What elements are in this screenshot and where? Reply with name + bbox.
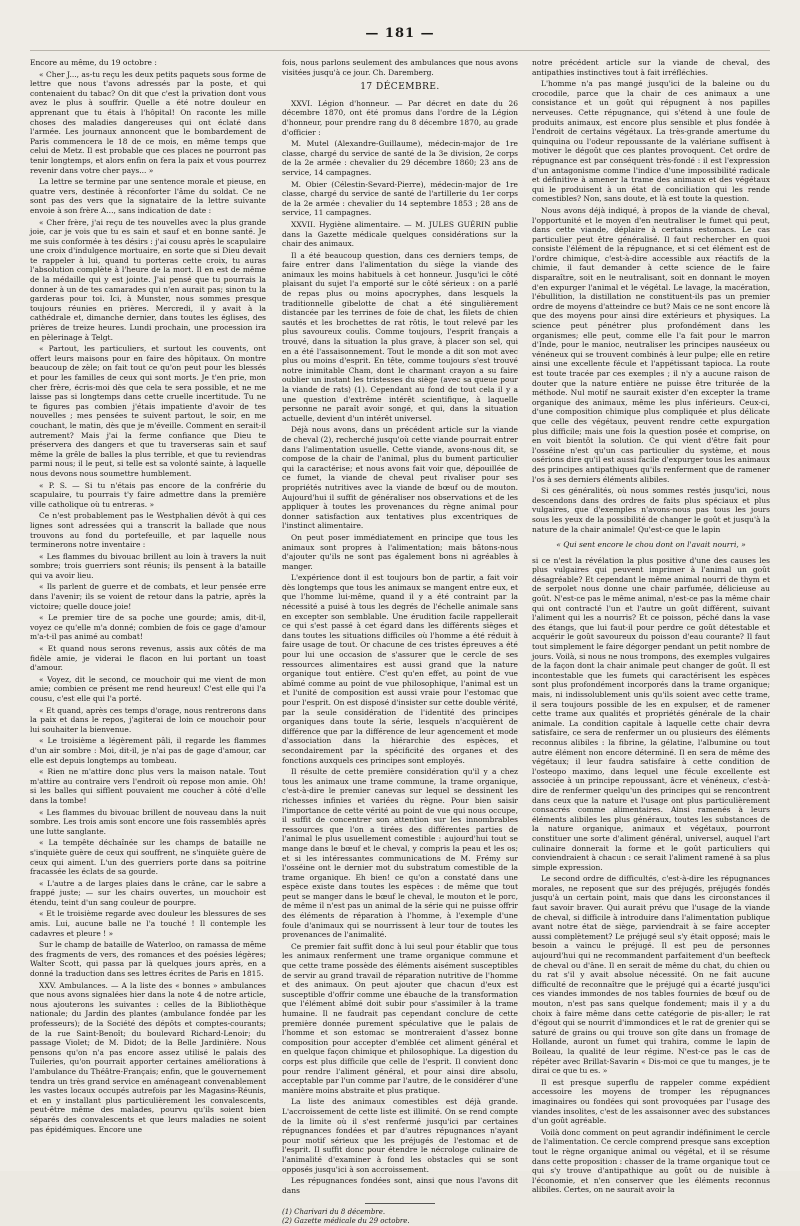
paragraph: « P. S. — Si tu n'étais pas encore de la confrérie du scapulaire, tu pourrais t'y faire admettre dans la première ville catholique où tu entreras. » — [30, 480, 266, 509]
page-number: — 181 — — [365, 26, 435, 41]
paragraph: Les répugnances fondées sont, ainsi que nous l'avons dit dans — [282, 1176, 518, 1195]
paragraph: « Ils parlent de guerre et de combats, et leur pensée erre dans l'avenir; ils se voient de retour dans la patrie, après la victoire; quelle douce joie! — [30, 582, 266, 611]
paragraph: M. Mutel (Alexandre-Guillaume), médecin-major de 1re classe, chargé du service de santé de la 3e division, 2e corps de la 2e armée : chevalier du 29 décembre 1860; 23 ans de service, 14 campagnes. — [282, 139, 518, 177]
paragraph: « Cher frère, j'ai reçu de tes nouvelles avec la plus grande joie, car je vois que tu es sain et sauf et en bonne santé. Je me suis conformée à tes désirs : j'ai cousu après le scapulaire une croix d'indulgence mortuaire, en sorte que si Dieu devait te rappeler à lui, quand tu porteras cette croix, tu auras l'absolution complète à l'heure de la mort. Il en est de même de la médaille qui y est jointe. J'ai pensé que tu pourrais la donner à un de tes camarades qui n'en aurait pas; sinon tu la garderas pour toi. Ici, à Munster, nous sommes presque toujours réunies en prières. Mercredi, il y avait à la cathédrale et, dimanche dernier, dans toutes les églises, des prières de treize heures. Lundi prochain, une procession ira en pèlerinage à Telgt. — [30, 217, 266, 342]
paragraph: L'homme n'a pas mangé jusqu'ici de la baleine ou du crocodile, parce que la chair de ces animaux a une consistance et un goût qui répugnent à nos papilles nerveuses. Cette répugnance, qui s'étend à une foule de produits animaux, est encore plus sensible et plus fondée à l'endroit de certains végétaux. La très-grande amertume du quinquina ou l'odeur repoussante de la valériane suffisent à motiver le dégoût que ces plantes provoquent. Cet ordre de répugnance est par conséquent très-fondé : il est l'expression d'un antagonisme comme l'indice d'une impossibilité radicale et définitive à amener la trame des animaux et des végétaux qui le produisent à un état de conciliation qui les rende comestibles? Non, sans doute, et là est toute la question. — [532, 79, 770, 204]
paragraph: XXVII. Hygiène alimentaire. — M. JULES GUÉRIN publie dans la Gazette médicale quelques considérations sur la chair des animaux. — [282, 219, 518, 249]
paragraph: La lettre se termine par une sentence morale et pieuse, en quatre vers, destinée à réconforter l'âme du soldat. Ce ne sont pas des vers que la signataire de la lettre suivante envoie à son frère A..., sans indication de date : — [30, 177, 266, 215]
column-right — [532, 58, 770, 1195]
paragraph: XXV. Ambulances. — A la liste des « bonnes » ambulances que nous avons signalées hier dans la note 4 de notre article, nous ajouterons les suivantes : celles de la Bibliothèque nationale; du Jardin des plantes (ambulance fondée par les professeurs); de la Société des dépôts et comptes-courants; de la rue Saint-Benoît; du boulevard Richard-Lenoir; du passage Violet; de M. Didot; de la Belle Jardinière. Nous pensons qu'on n'a pas encore assez utilisé le palais des Tuileries, qu'on pourrait apporter certaines améliorations à l'ambulance du Théâtre-Français; enfin, que le gouvernement tendra un très grand service en aménageant convenablement les vastes locaux occupés autrefois par les Magasins-Réunis, et en y installant plus particulièrement les convalescents, peut-être même des malades, pourvu qu'ils soient bien séparés des convalescents et que leurs maladies ne soient pas épidémiques. Encore une — [30, 980, 266, 1134]
paragraph: Nous avons déjà indiqué, à propos de la viande de cheval, l'opportunité et le moyen d'en neutraliser le fumet qui peut, dans cette viande, déplaire à certains estomacs. Le cas particulier peut être généralisé. Il faut rechercher en quoi consiste l'élément de la répugnance, et si cet élément est de l'ordre chimique, c'est-à-dire accessible aux réactifs de la chimie, il faut demander à cette science de le faire disparaître, soit en le neutralisant, soit en donnant le moyen d'en expurger l'animal et le végétal. Le lavage, la macération, l'ébullition, la distillation ne constituent-ils pas un premier ordre de moyens d'atteindre ce but? Mais ce ne sont encore là que des moyens pour ainsi dire extérieurs et physiques. La science peut pénétrer plus profondément dans les organismes; elle peut, comme elle l'a fait pour le marron d'Inde, pour le manioc, neutraliser les principes nauséeux ou vénéneux qui se trouvent combinés à leur pulpe; elle en retire ainsi une excellente fécule et l'appétissant tapioca. La route est toute tracée par ces exemples ; il n'y a aucune raison de douter que la nature entière ne puisse être triturée de la méthode. Nul motif ne saurait exister d'en excepter la trame organique des animaux, même les plus inférieurs. Ceux-ci, d'une composition chimique plus compliquée et plus délicate que celle des végétaux, peuvent rendre cette expurgation plus difficile; mais une fois la question posée et comprise, on en voit bientôt la solution. Ce qui vient d'être fait pour l'osséine n'est qu'un cas particulier du système, et nous osérions dire qu'il est aussi facile d'expurger tous les animaux des principes antipathiques qu'ils renferment que de ramener l'os à ses derniers éléments alibiles. — [532, 205, 770, 484]
paragraph: Ce n'est probablement pas le Westphalien dévôt à qui ces lignes sont adressées qui a transcrit la ballade que nous trouvons au fond du portefeuille, et par laquelle nous terminerons notre inventaire : — [30, 511, 266, 550]
paragraph: Si ces généralités, où nous sommes restés jusqu'ici, nous descendons dans des ordres de faits plus spéciaux et plus vulgaires, que d'exemples n'avons-nous pas tous les jours sous les yeux de la possibilité de changer le goût et jusqu'à la nature de la chair animale! Qu'est-ce que le lapin — [532, 486, 770, 534]
paragraph: « Partout, les particuliers, et surtout les couvents, ont offert leurs maisons pour en faire des hôpitaux. On montre beaucoup de zèle; on fait tout ce qu'on peut pour les blessés et pour les familles de ceux qui sont morts. Je t'en prie, mon cher frère, écris-moi dès que cela te sera possible, et ne me laisse pas si longtemps dans cette cruelle incertitude. Tu ne te figures pas combien j'étais impatiente d'avoir de tes nouvelles ; mes pensées te suivent partout, le soir, en me couchant, le matin, dès que je m'éveille. Comment en serait-il autrement? Mais j'ai la ferme confiance que Dieu te préservera des dangers et que tu traverseras sain et sauf même la grêle de balles la plus terrible, et que tu reviendras parmi nous; il le peut, si telle est sa volonté sainte, à laquelle nous devons nous soumettre humblement. — [30, 344, 266, 478]
paragraph: « Et quand nous serons revenus, assis aux côtés de ma fidèle amie, je viderai le flacon en lui portant un toast d'amour. — [30, 644, 266, 673]
paragraph: « Voyez, dit le second, ce mouchoir qui me vient de mon amie; combien ce présent me rend heureux! C'est elle qui l'a cousu, c'est elle qui l'a porté. — [30, 674, 266, 703]
paragraph: Ce premier fait suffit donc à lui seul pour établir que tous les animaux renferment une trame organique commune et que cette trame possède des éléments aisément susceptibles de servir au grand travail de réparation nutritive de l'homme et des animaux. On peut ajouter que chacun d'eux est susceptible d'offrir comme une ébauche de la transformation que l'élément abîmé doit subir pour s'assimiler à la trame humaine. Il ne faudrait pas cependant conclure de cette première donnée purement spéculative que le palais de l'homme et son estomac se montreraient d'assez bonne composition pour accepter d'emblée cet aliment général et en quelque façon chimique et philosophique. La digestion du corps est plus difficile que celle de l'esprit. Il convient donc pour rendre l'aliment général, et pour ainsi dire absolu, acceptable par l'un comme par l'autre, de le considérer d'une manière moins abstraite et plus pratique. — [282, 941, 518, 1095]
paragraph: « Le premier tire de sa poche une gourde; amis, dit-il, voyez ce qu'elle m'a donné; combien de fois ce gage d'amour m'a-t-il pas animé au combat! — [30, 613, 266, 642]
paragraph: Encore au même, du 19 octobre : — [30, 58, 157, 67]
column-right-body-continued — [532, 556, 770, 1195]
paragraph: L'expérience dont il est toujours bon de partir, a fait voir dès longtemps que tous les animaux se mangent entre eux, et que l'homme lui-même, quand il y a été contraint par la nécessité a puisé à tous les degrés de l'échelle animale sans en excepter son semblable. Une érudition facile rappellerait ce qui s'est passé à cet égard dans les différents sièges et dans toutes les situations difficiles où l'homme a été réduit à faire usage de tout. Or chacune de ces tristes épreuves a été pour lui une occasion de s'assurer que le cercle de ses ressources alimentaires est aussi grand que la nature organique tout entière. C'est qu'en effet, au point de vue abîmé comme au point de vue philosophique, l'animal est un et l'unité de composition est aussi vraie pour l'estomac que pour l'esprit. On est disposé d'insister sur cette double vérité, par la seule considération de l'identité des principes organiques dans toute la série, lesquels n'acquièrent de différence que par la différence de leur agencement et mode d'association dans la hiérarchie des espèces, et secondairement par la spécificité des organes et des fonctions auxquels ces principes sont employés. — [282, 573, 518, 765]
paragraph: « Les flammes du bivouac brillent de nouveau dans la nuit sombre. Les trois amis sont encore une fois rassemblés après une lutte sanglante. — [30, 807, 266, 836]
header-rule — [30, 50, 770, 51]
paragraph: « L'autre a de larges plaies dans le crâne, car le sabre a frappé juste; — sur les chairs ouvertes, un mouchoir est étendu, teint d'un sang couleur de pourpre. — [30, 878, 266, 907]
paragraph: « Et le troisième regarde avec douleur les blessures de ses amis. Lui, aucune balle ne l'a touché ! Il contemple les cadavres et pleure ! » — [30, 909, 266, 938]
paragraph: Le second ordre de difficultés, c'est-à-dire les répugnances morales, ne reposent que sur des préjugés, préjugés fondés jusqu'à un certain point, mais que dans les circonstances il faut savoir braver. Qui aurait prévu que l'usage de la viande de cheval, si difficile à introduire dans l'alimentation publique avant notre état de siège, parviendrait à se faire accepter aussi complètement? Le préjugé seul s'y était opposé; mais le besoin a vaincu le préjugé. Il est peu de personnes aujourd'hui qui ne recommandent parfaitement d'un beefteck de cheval ou d'âne. Il en serait de même du chat, du chien ou du rat s'il y avait absolue nécessité. On ne fait aucune difficulté de reconnaître que le préjugé qui a écarté jusqu'ici ces viandes immondes de nos tables fournies de bœuf ou de mouton, n'est pas sans quelque fondement; mais il y a du choix à faire même dans cette catégorie de pis-aller; le rat d'égout qui se nourrit d'immondices et le rat de grenier qui se saturé de grains ou qui trouve son gîte dans un fromage de Hollande, auront un fumet qui trahira, comme le lapin de Boileau, la qualité de leur régime. N'est-ce pas le cas de répéter avec Brillat-Savarin « Dis-moi ce que tu manges, je te dirai ce que tu es. » — [532, 874, 770, 1076]
column-middle — [282, 58, 518, 1226]
paragraph: notre précédent article sur la viande de cheval, des antipathies instinctives tout à fait irréfléchies. — [532, 58, 770, 77]
footnote-rule — [365, 1203, 435, 1204]
paragraph: « La tempête déchaînée sur les champs de bataille ne s'inquiète guère de ceux qui souffrent, ne s'inquiète guère de ceux qui aiment. L'un des guerriers porte dans sa poitrine fracassée les éclats de sa gourde. — [30, 838, 266, 877]
column-middle-intro: fois, nous parlons seulement des ambulances que nous avons visitées jusqu'à ce jour. Ch. Daremberg. — [282, 58, 518, 77]
paragraph: « Rien ne m'attire donc plus vers la maison natale. Tout m'attire au contraire vers l'endroit où repose mon amie. Oh! si les balles qui sifflent pouvaient me coucher à côté d'elle dans la tombe! — [30, 767, 266, 805]
paragraph: « Le troisième a légèrement pâli, il regarde les flammes d'un air sombre : Moi, dit-il, je n'ai pas de gage d'amour, car elle est depuis longtemps au tombeau. — [30, 736, 266, 765]
paragraph: XXVI. Légion d'honneur. — Par décret en date du 26 décembre 1870, ont été promus dans l'ordre de la Légion d'honneur, pour prendre rang du 8 décembre 1870, au grade d'officier : — [282, 98, 518, 137]
column-left — [30, 58, 266, 1158]
column-right-body — [532, 58, 770, 534]
paragraph: M. Obier (Célestin-Sevard-Pierre), médecin-major de 1re classe, chargé du service de santé de l'artillerie du 1er corps de la 2e armée : chevalier du 14 septembre 1853 ; 28 ans de service, 11 campagnes. — [282, 179, 518, 218]
column-middle-body — [282, 99, 518, 1196]
paragraph: La liste des animaux comestibles est déjà grande. L'accroissement de cette liste est illimité. On se rend compte de la limite où il s'est renfermé jusqu'ici par certaines répugnances fondées et par d'autres répugnances n'ayant pour motif sérieux que les préjugés de l'estomac et de l'esprit. Il suffit donc pour étendre le nécrologe culinaire de l'animalité d'examiner à fond les obstacles qui se sont opposés jusqu'ici à son accroissement. — [282, 1097, 518, 1174]
paragraph: « Cher J..., as-tu reçu les deux petits paquets sous forme de lettre que nous t'avons adressés par la poste, et qui contenaient du tabac? On dit que c'est la privation dont vous avez le plus à souffrir. Quelle a été notre douleur en apprenant que tu étais à l'hôpital! On raconte les mille choses des maladies dangereuses qui ont éclaté dans l'armée. Les journaux annoncent que le bombardement de Paris commencera le 18 de ce mois, en même temps que celui de Metz. Il est probable que ces places ne pourront pas tenir longtemps, et alors enfin on fera la paix et vous pourrez revenir dans votre cher pays... » — [30, 69, 266, 175]
quoted-verse: « Qui sent encore le chou dont on l'avait nourri, » — [556, 540, 746, 550]
footnotes — [282, 1208, 518, 1226]
paragraph: Sur le champ de bataille de Waterloo, on ramassa de même des fragments de vers, des romances et des poésies légères; Walter Scott, qui passa par là quelques jours après, en a donné la traduction dans ses lettres écrites de Paris en 1815. — [30, 940, 266, 979]
paragraph: « Les flammes du bivouac brillent au loin à travers la nuit sombre; trois guerriers sont réunis; ils pensent à la bataille qui va avoir lieu. — [30, 551, 266, 580]
paragraph: si ce n'est la révélation la plus positive d'une des causes les plus vulgaires qui peuvent imprimer à l'animal un goût désagréable? Et cependant le même animal nourri de thym et de serpolet nous donne une chair parfumée, délicieuse au goût. N'est-ce pas le même animal, n'est-ce pas la même chair qui ont contracté l'un et l'autre un goût différent, suivant l'aliment qui les a nourris? Et ce poisson, péché dans la vase des étangs, que lui faut-il pour perdre ce goût détestable et acquérir le goût savoureux du poisson d'eau courante? Il faut tout simplement le faire dégorger pendant un petit nombre de jours. Voilà, si nous ne nous trompons, des exemples vulgaires de la façon dont la chair animale peut changer de goût. Il est incontestable que les fumets qui caractérisent les espèces sont plus profondément incorporés dans la trame organique; mais, ni indissolublement unis qu'ils soient avec cette trame, il sera toujours possible de les en expulser, et de ramener cette trame aux qualités et propriétés générale de la chair animale. La condition capitale à laquelle cette chair devra satisfaire, ce sera de renfermer un ou plusieurs des éléments reconnus alibiles : la fibrine, la gélatine, l'albumine ou tout autre élément non encore déterminé. Il en sera de même des végétaux; il leur faudra satisfaire à cette condition de l'osteopo maximo, dans lequel une fécule excellente est associée à un principe repoussant, âcre et vénéneux, c'est-à-dire de renfermer quelqu'un des principes qui se rencontrent dans ceux que la nature et l'usage ont plus particulièrement consacrés comme alimentaires. Ainsi ramenés à leurs éléments alibiles les plus généraux, toutes les substances de la nature organique, animaux et végétaux, pourront constituer une sorte d'aliment général, universel, auquel l'art culinaire donnerait la forme et le goût particuliers qui conviendraient à chacun : ce serait l'aliment ramené à sa plus simple expression. — [532, 555, 770, 872]
date-heading: 17 DÉCEMBRE. — [360, 82, 440, 93]
paragraph: Il est presque superflu de rappeler comme expédient accessoire les moyens de tromper les répugnances imaginaires ou fondées qui sont provoquées par l'usage des viandes insolites, c'est de les assaisonner avec des substances d'un goût agréable. — [532, 1077, 770, 1126]
paragraph: Voilà donc comment on peut agrandir indéfiniment le cercle de l'alimentation. Ce cercle comprend presque sans exception tout le règne organique animal ou végétal, et il se résume dans cette proposition : chasser de la trame organique tout ce qui s'y trouve d'antipathique au goût ou de nuisible à l'économie, et n'en conserver que les éléments reconnus alibiles. Certes, on ne saurait avoir la — [532, 1127, 770, 1195]
footnote: (1) Charivari du 8 décembre. — [282, 1208, 386, 1217]
paragraph: On peut poser immédiatement en principe que tous les animaux sont propres à l'alimentation; mais bâtons-nous d'ajouter qu'ils ne sont pas également bons ni agréables à manger. — [282, 532, 518, 571]
paragraph: Déjà nous avons, dans un précédent article sur la viande de cheval (2), recherché jusqu'où cette viande pourrait entrer dans l'alimentation usuelle. Cette viande, avons-nous dit, se compose de la chair de l'animal, plus du bument particulier qui la caractérise; et nous avons fait voir que, dépouillée de ce fumet, la viande de cheval peut rivaliser pour ses propriétés nutritives avec la viande de bœuf ou de mouton. Aujourd'hui il suffit de généraliser nos observations et de les appliquer à toutes les provenances du règne animal pour donner satisfaction aux tentatives plus excentriques de l'instinct alimentaire. — [282, 425, 518, 531]
footnote: (2) Gazette médicale du 29 octobre. — [282, 1217, 410, 1226]
paragraph: « Et quand, après ces temps d'orage, nous rentrerons dans la paix et dans le repos, j'agiterai de loin ce mouchoir pour lui souhaiter la bienvenue. — [30, 705, 266, 734]
paragraph: Il a été beaucoup question, dans ces derniers temps, de faire entrer dans l'alimentation du siège la viande des animaux les moins habituels à cet honneur. Jusqu'ici le côté plaisant du sujet l'a emporté sur le côté sérieux : on a parlé de repas plus ou moins apocryphes, dans lesquels la traditionnelle gibelotte de chat a été singulièrement distancée par les terrines de foie de chat, les filets de chien sautés et les brochettes de rat rôtis, le tout relevé par les plus savoureux coulis. Comme toujours, l'esprit français a trouvé, dans la situation la plus grave, à placer son sel, qui en a été l'assaisonnement. Tout le monde a dit son mot avec plus ou moins d'esprit. En tête, comme toujours s'est trouvé notre inimitable Cham, dont le charmant crayon a su faire oublier un instant les tristesses du siège (avec sa queue pour la viande de rats) (1). Cependant au fond de tout cela il y a une question d'extrême intérêt scientifique, à laquelle personne ne paraît avoir songé, et qui, dans la situation actuelle, devient d'un intérêt universel. — [282, 250, 518, 423]
paragraph: Il résulte de cette première considération qu'il y a chez tous les animaux une trame commune, la trame organique, c'est-à-dire le premier canevas sur lequel se dessinent les richesses infinies et variées du règne. Pour bien saisir l'importance de cette vérité au point de vue qui nous occupe, il suffit de concentrer son attention sur les innombrables ressources que l'on a tirées des différentes parties de l'animal le plus usuellement comestible : aujourd'hui tout se mange dans le bœuf et le cheval, y compris la peau et les os; et si les intéressantes communications de M. Frémy sur l'osséine ont le dernier mot du substratum comestible de la trame organique. Eh bien! ce qu'on a constaté dans une espèce existe dans toutes les espèces : de même que tout peut se manger dans le bœuf le cheval, le mouton et le porc, de même il n'est pas un animal de la série qui ne puisse offrir des éléments de réparation à l'homme, à l'exemple d'une foule d'animaux qui se nourrissent à leur tour de toutes les provenances de l'animalité. — [282, 767, 518, 940]
